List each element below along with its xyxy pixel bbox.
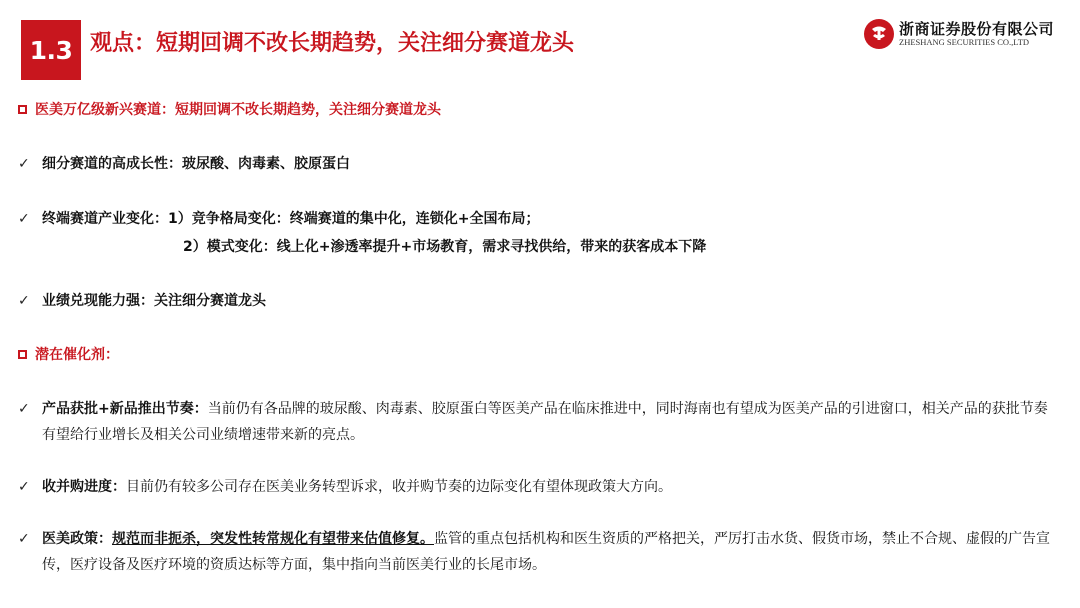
company-name-cn: 浙商证券股份有限公司 [899,20,1055,38]
section-heading-market: 医美万亿级新兴赛道：短期回调不改长期趋势，关注细分赛道龙头 [18,99,441,119]
list-item: ✓ 业绩兑现能力强：关注细分赛道龙头 [18,293,266,309]
check-icon: ✓ [18,479,30,495]
page-title: 观点：短期回调不改长期趋势，关注细分赛道龙头 [90,31,575,56]
list-item: ✓ 医美政策：规范而非扼杀，突发性转常规化有望带来估值修复。监管的重点包括机构和医生资质的严格把关，严厉打击水货、假货市场，禁止不合规、虚假的广告宣传，医疗设备及医疗环境的资质达标等方面，集中指向当前医美行业的长尾市场。 [18,526,1058,578]
square-bullet-icon [18,105,27,114]
list-item-continuation: 2）模式变化：线上化+渗透率提升+市场教育，需求寻找供给，带来的获客成本下降 [183,239,707,255]
company-name-en: ZHESHANG SECURITIES CO.,LTD [899,37,1030,47]
check-icon: ✓ [18,211,30,227]
check-icon: ✓ [18,531,30,547]
logo-emblem-icon [864,19,894,49]
section-heading-catalysts: 潜在催化剂： [18,344,119,364]
list-item: ✓ 产品获批+新品推出节奏：当前仍有各品牌的玻尿酸、肉毒素、胶原蛋白等医美产品在临床推进中，同时海南也有望成为医美产品的引进窗口，相关产品的获批节奏有望给行业增长及相关公司业绩增速带来新的亮点。 [18,396,1058,448]
check-icon: ✓ [18,156,30,172]
company-logo [864,19,1064,53]
list-item: ✓ 收并购进度：目前仍有较多公司存在医美业务转型诉求，收并购节奏的边际变化有望体现政策大方向。 [18,474,1058,500]
square-bullet-icon [18,350,27,359]
list-item: ✓ 细分赛道的高成长性：玻尿酸、肉毒素、胶原蛋白 [18,156,350,172]
list-item: ✓ 终端赛道产业变化：1）竞争格局变化：终端赛道的集中化，连锁化+全国布局； [18,211,540,227]
section-number-badge: 1.3 [21,20,81,80]
check-icon: ✓ [18,293,30,309]
check-icon: ✓ [18,401,30,417]
